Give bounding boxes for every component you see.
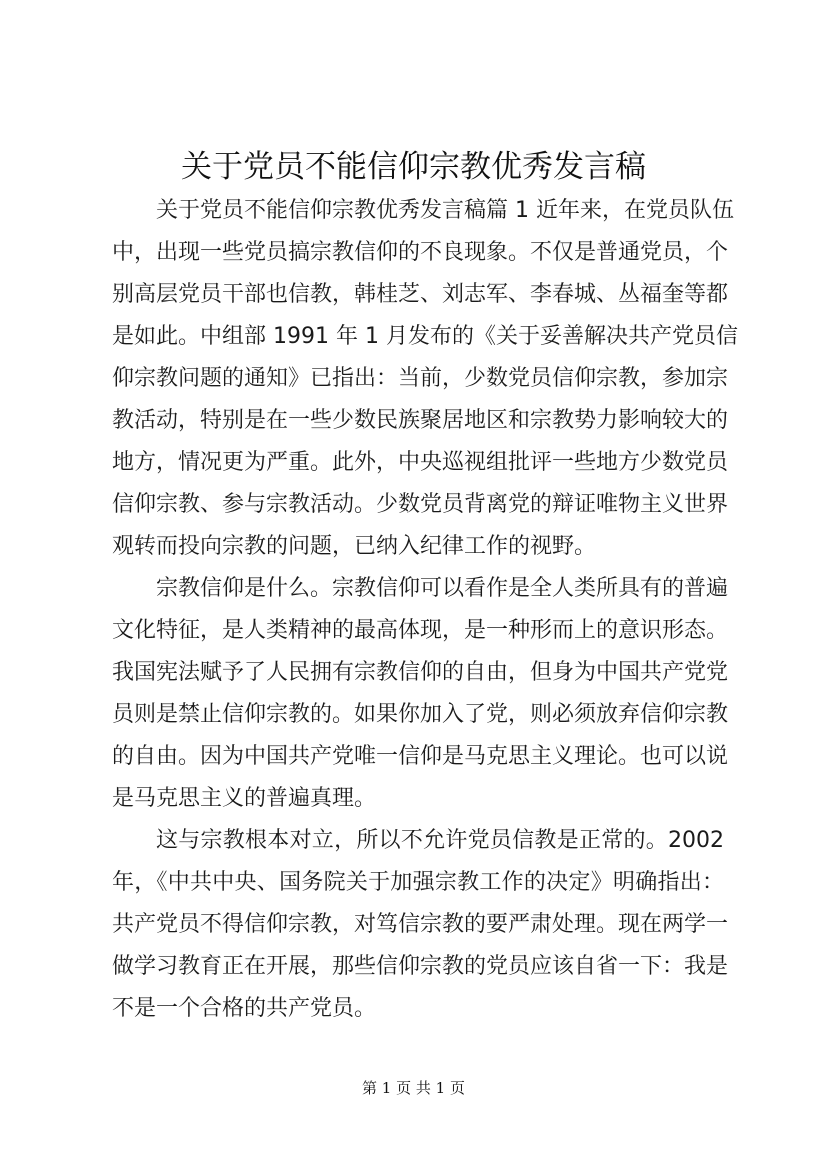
paragraph-line: 这与宗教根本对立，所以不允许党员信教是正常的。2002 xyxy=(156,828,724,853)
paragraph-line: 文化特征，是人类精神的最高体现，是一种形而上的意识形态。 xyxy=(112,618,729,643)
paragraph-line: 中，出现一些党员搞宗教信仰的不良现象。不仅是普通党员，个 xyxy=(112,240,729,265)
paragraph-line: 仰宗教问题的通知》已指出：当前，少数党员信仰宗教，参加宗 xyxy=(112,366,729,391)
paragraph-line: 是如此。中组部 1991 年 1 月发布的《关于妥善解决共产党员信 xyxy=(112,324,738,349)
paragraph-line: 做学习教育正在开展，那些信仰宗教的党员应该自省一下：我是 xyxy=(112,954,729,979)
paragraph-line: 教活动，特别是在一些少数民族聚居地区和宗教势力影响较大的 xyxy=(112,408,729,433)
paragraph-line: 宗教信仰是什么。宗教信仰可以看作是全人类所具有的普遍 xyxy=(156,576,729,601)
paragraph-line: 信仰宗教、参与宗教活动。少数党员背离党的辩证唯物主义世界 xyxy=(112,492,729,517)
document-body xyxy=(112,190,738,1030)
document-title: 关于党员不能信仰宗教优秀发言稿 xyxy=(181,149,646,185)
paragraph-line: 员则是禁止信仰宗教的。如果你加入了党，则必须放弃信仰宗教 xyxy=(112,702,729,727)
paragraph-line: 我国宪法赋予了人民拥有宗教信仰的自由，但身为中国共产党党 xyxy=(112,660,729,685)
paragraph-line: 的自由。因为中国共产党唯一信仰是马克思主义理论。也可以说 xyxy=(112,744,729,769)
paragraph-line: 是马克思主义的普遍真理。 xyxy=(112,786,377,811)
paragraph-line: 观转而投向宗教的问题，已纳入纪律工作的视野。 xyxy=(112,534,597,559)
paragraph-line: 不是一个合格的共产党员。 xyxy=(112,996,377,1021)
paragraph-line: 别高层党员干部也信教，韩桂芝、刘志军、李春城、丛福奎等都 xyxy=(112,282,729,307)
paragraph-line: 年，《中共中央、国务院关于加强宗教工作的决定》明确指出： xyxy=(112,870,724,895)
page-number-footer: 第 1 页 共 1 页 xyxy=(362,1079,465,1097)
paragraph xyxy=(112,820,729,1030)
paragraph-line: 关于党员不能信仰宗教优秀发言稿篇 1 近年来，在党员队伍 xyxy=(156,198,734,223)
paragraph-line: 地方，情况更为严重。此外，中央巡视组批评一些地方少数党员 xyxy=(112,450,729,475)
paragraph xyxy=(112,190,738,568)
paragraph-line: 共产党员不得信仰宗教，对笃信宗教的要严肃处理。现在两学一 xyxy=(112,912,729,937)
paragraph xyxy=(112,568,729,820)
